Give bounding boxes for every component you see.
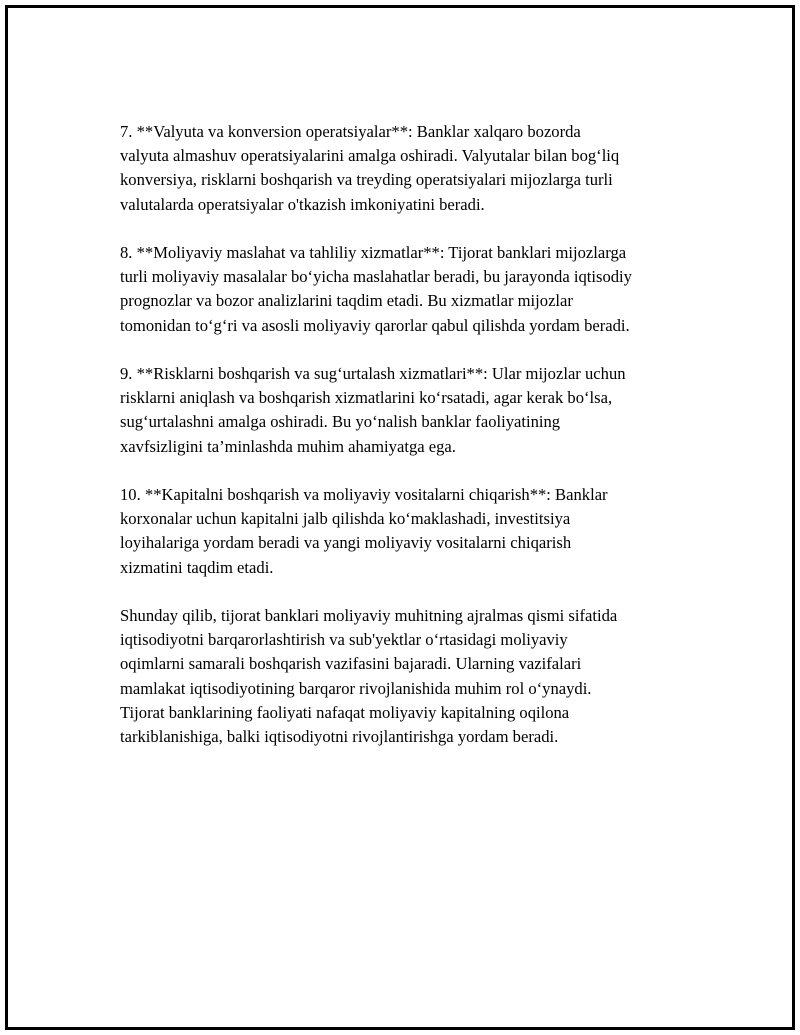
text-line: konversiya, risklarni boshqarish va treyding operatsiyalari mijozlarga turli	[120, 170, 613, 190]
document-body	[120, 120, 700, 773]
text-line: tomonidan to‘g‘ri va asosli moliyaviy qarorlar qabul qilishda yordam beradi.	[120, 315, 630, 335]
text-line: xavfsizligini ta’minlashda muhim ahamiyatga ega.	[120, 436, 456, 456]
text-line: valyuta almashuv operatsiyalarini amalga oshiradi. Valyutalar bilan bog‘liq	[120, 146, 620, 166]
text-line: tarkiblanishiga, balki iqtisodiyotni rivojlantirishga yordam beradi.	[120, 727, 559, 747]
paragraph-conclusion	[120, 604, 700, 749]
text-line: 10. **Kapitalni boshqarish va moliyaviy vositalarni chiqarish**: Banklar	[120, 485, 608, 504]
text-line: 9. **Risklarni boshqarish va sug‘urtalash xizmatlari**: Ular mijozlar uchun	[120, 364, 626, 383]
text-line: Shunday qilib, tijorat banklari moliyaviy muhitning ajralmas qismi sifatida	[120, 606, 618, 625]
text-line: mamlakat iqtisodiyotining barqaror rivojlanishida muhim rol o‘ynaydi.	[120, 678, 592, 698]
text-line: risklarni aniqlash va boshqarish xizmatlarini ko‘rsatadi, agar kerak bo‘lsa,	[120, 388, 613, 408]
text-line: turli moliyaviy masalalar bo‘yicha maslahatlar beradi, bu jarayonda iqtisodiy	[120, 267, 632, 287]
text-line: sug‘urtalashni amalga oshiradi. Bu yo‘nalish banklar faoliyatining	[120, 412, 561, 432]
text-line: korxonalar uchun kapitalni jalb qilishda ko‘maklashadi, investitsiya	[120, 509, 571, 529]
text-line: Tijorat banklarining faoliyati nafaqat moliyaviy kapitalning oqilona	[120, 702, 570, 722]
text-line: iqtisodiyotni barqarorlashtirish va sub'yektlar o‘rtasidagi moliyaviy	[120, 630, 568, 650]
text-line: valutalarda operatsiyalar o'tkazish imkoniyatini beradi.	[120, 194, 485, 214]
text-line: loyihalariga yordam beradi va yangi moliyaviy vositalarni chiqarish	[120, 533, 572, 553]
paragraph-capital-management	[120, 483, 700, 580]
document-page	[5, 5, 795, 1030]
paragraph-risk-management	[120, 362, 700, 459]
text-line: xizmatini taqdim etadi.	[120, 557, 274, 577]
text-line: 7. **Valyuta va konversion operatsiyalar**: Banklar xalqaro bozorda	[120, 122, 581, 141]
paragraph-financial-advisory	[120, 241, 700, 338]
text-line: 8. **Moliyaviy maslahat va tahliliy xizmatlar**: Tijorat banklari mijozlarga	[120, 243, 627, 262]
text-line: oqimlarni samarali boshqarish vazifasini bajaradi. Ularning vazifalari	[120, 654, 582, 674]
text-line: prognozlar va bozor analizlarini taqdim etadi. Bu xizmatlar mijozlar	[120, 291, 573, 311]
paragraph-currency-operations	[120, 120, 700, 217]
